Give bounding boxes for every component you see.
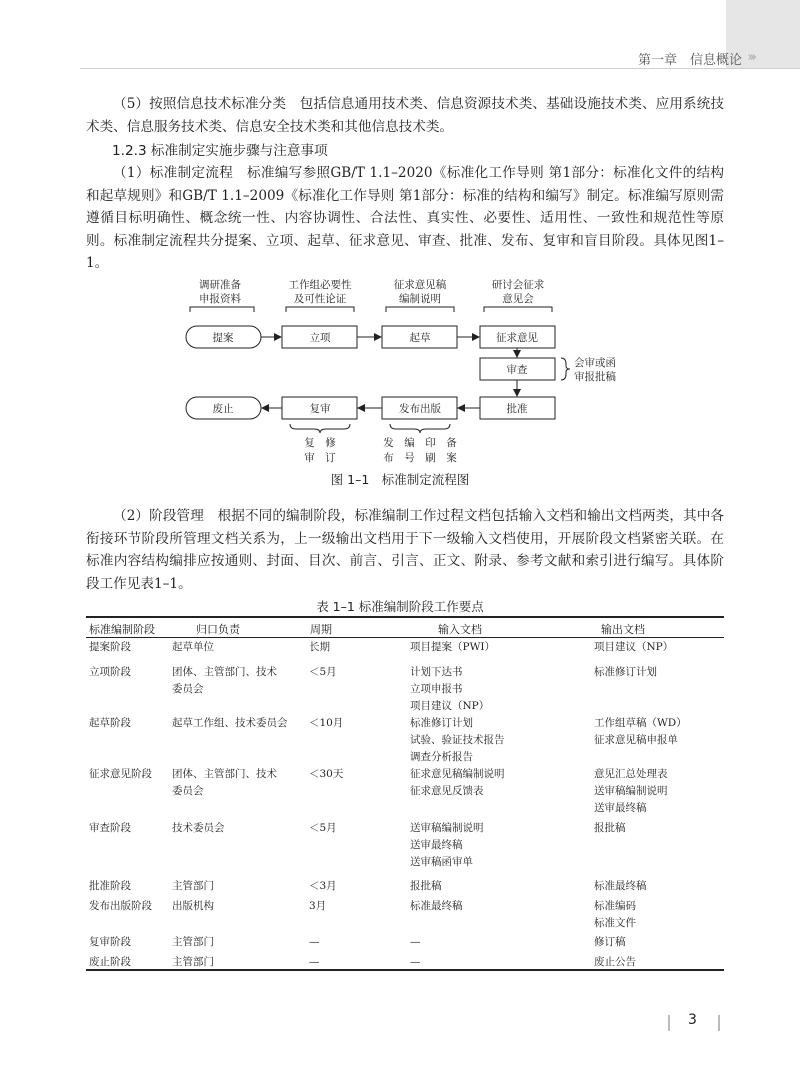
- cell-input: 立项申报书: [410, 683, 463, 695]
- cell-period: ＜5月: [309, 666, 337, 678]
- cell-period: ＜5月: [309, 822, 337, 834]
- label-draft: 起草: [409, 332, 431, 344]
- cell-owner: 技术委员会: [172, 822, 225, 834]
- label-proposal: 提案: [212, 332, 234, 344]
- cell-owner: 委员会: [172, 683, 204, 695]
- cell-owner: 出版机构: [172, 900, 214, 912]
- cell-input: —: [410, 936, 421, 948]
- cell-output: 标准编码: [594, 900, 636, 912]
- note-4: 研讨会征求: [491, 279, 545, 291]
- cell-output: 报批稿: [594, 822, 626, 834]
- cell-output: 征求意见稿申报单: [594, 734, 678, 746]
- table-top-rule: [86, 616, 724, 618]
- paragraph-5: （5）按照信息技术标准分类 包括信息通用技术类、信息资源技术类、基础设施技术类、应用系统技术类、信息服务技术类、信息安全技术类和其他信息技术类。: [86, 96, 724, 135]
- cell-input: —: [410, 956, 421, 968]
- cell-stage: 立项阶段: [89, 666, 131, 678]
- cell-period: ＜10月: [309, 717, 344, 729]
- cell-input: 报批稿: [410, 880, 442, 892]
- cell-stage: 征求意见阶段: [89, 768, 152, 780]
- cell-input: 标准最终稿: [410, 900, 463, 912]
- footer-bar-right: [718, 1015, 720, 1031]
- cell-period: —: [309, 936, 320, 948]
- cell-output: 标准修订计划: [594, 666, 657, 678]
- paragraph-1: （1）标准制定流程 标准编写参照GB/T 1.1–2020《标准化工作导则 第1部分：标准化文件的结构和起草规则》和GB/T 1.1–2009《标准化工作导则 第1部分：标准的结构和编写》制定。标准编写原则需遵循目标明确性、概念统一性、内容协调性、合法性、真实性、必要性、适用性、一致性和规范性等原则。标准制定流程共分提案、立项、起草、征求意见、审查、批准、发布、复审和盲目阶段。具体见图1–1。: [86, 165, 724, 271]
- cell-input: 送审稿编制说明: [410, 822, 484, 834]
- cell-output: 工作组草稿（WD）: [594, 717, 687, 729]
- note-bottom-right: 发 编 印 备: [383, 437, 457, 449]
- cell-stage: 起草阶段: [89, 717, 131, 729]
- cell-input: 征求意见反馈表: [410, 785, 484, 797]
- note-bottom-left-b: 审 订: [304, 452, 336, 464]
- cell-output: 送审稿编制说明: [594, 785, 668, 797]
- note-3: 征求意见稿: [393, 279, 447, 291]
- page-number: 3: [688, 1012, 697, 1028]
- flowchart: [170, 278, 640, 468]
- cell-output: 送审最终稿: [594, 802, 647, 814]
- cell-input: 送审最终稿: [410, 839, 463, 851]
- note-1: 调研准备: [199, 279, 241, 291]
- section-heading: 1.2.3 标准制定实施步骤与注意事项: [112, 143, 328, 159]
- cell-owner: 主管部门: [172, 936, 214, 948]
- cell-input: 送审稿函审单: [410, 856, 473, 868]
- cell-owner: 主管部门: [172, 880, 214, 892]
- chapter-title: 第一章 信息概论: [637, 53, 742, 68]
- chevron-right-icon: ›››: [747, 50, 754, 65]
- paragraph-2: （2）阶段管理 根据不同的编制阶段，标准编制工作过程文档包括输入文档和输出文档两类，其中各衔接环节阶段所管理文档关系为，上一级输出文档用于下一级输入文档使用，开展阶段文档紧密关联。在标准内容结构编排应按通则、封面、目次、前言、引言、正文、附录、参考文献和索引进行编写。具体阶段工作见表1–1。: [86, 508, 724, 592]
- table-title: 表 1–1 标准编制阶段工作要点: [316, 599, 484, 614]
- cell-input: 征求意见稿编制说明: [410, 768, 505, 780]
- table-header-rule: [86, 637, 724, 638]
- cell-stage: 批准阶段: [89, 880, 131, 892]
- cell-stage: 发布出版阶段: [89, 900, 152, 912]
- cell-output: 标准最终稿: [594, 880, 647, 892]
- cell-owner: 委员会: [172, 785, 204, 797]
- col-header-period: 周期: [310, 623, 332, 636]
- note-bottom-left: 复 修: [304, 437, 336, 449]
- side-note: 会审或函: [574, 357, 616, 369]
- col-header-owner: 归口负责: [196, 623, 240, 636]
- cell-period: 3月: [309, 900, 327, 912]
- cell-owner: 团体、主管部门、技术: [172, 666, 277, 678]
- cell-output: 废止公告: [594, 956, 636, 968]
- cell-input: 调查分析报告: [410, 751, 473, 763]
- note-2b: 及可性论证: [293, 293, 347, 305]
- side-note-b: 审报批稿: [574, 371, 616, 383]
- figure-caption: 图 1–1 标准制定流程图: [330, 472, 470, 487]
- cell-owner: 团体、主管部门、技术: [172, 768, 277, 780]
- cell-period: —: [309, 956, 320, 968]
- cell-output: 修订稿: [594, 936, 626, 948]
- label-review: 审查: [506, 364, 528, 376]
- cell-input: 项目提案（PWI）: [410, 641, 496, 653]
- cell-stage: 审查阶段: [89, 822, 131, 834]
- col-header-output: 输出文档: [601, 623, 645, 636]
- note-3b: 编制说明: [399, 293, 441, 305]
- cell-period: 长期: [309, 641, 330, 653]
- cell-stage: 提案阶段: [89, 641, 131, 653]
- label-comment: 征求意见: [496, 332, 538, 344]
- note-2: 工作组必要性: [288, 279, 352, 291]
- cell-output: 标准文件: [594, 917, 636, 929]
- cell-output: 项目建议（NP）: [594, 641, 674, 653]
- cell-input: 试验、验证技术报告: [410, 734, 505, 746]
- cell-input: 计划下达书: [410, 666, 463, 678]
- cell-output: 意见汇总处理表: [594, 768, 668, 780]
- cell-owner: 起草单位: [172, 641, 214, 653]
- label-publish: 发布出版: [399, 403, 441, 415]
- cell-input: 项目建议（NP）: [410, 700, 490, 712]
- label-approve: 批准: [506, 403, 528, 415]
- cell-stage: 复审阶段: [89, 936, 131, 948]
- footer-bar-left: [668, 1015, 670, 1031]
- note-4b: 意见会: [502, 293, 534, 305]
- cell-input: 标准修订计划: [410, 717, 473, 729]
- col-header-stage: 标准编制阶段: [89, 623, 155, 636]
- label-abolish: 废止: [212, 403, 234, 415]
- cell-owner: 起草工作组、技术委员会: [172, 717, 288, 729]
- cell-period: ＜3月: [309, 880, 337, 892]
- cell-owner: 主管部门: [172, 956, 214, 968]
- header-rule: [80, 68, 800, 69]
- label-project: 立项: [309, 332, 331, 344]
- cell-period: ＜30天: [309, 768, 344, 780]
- col-header-input: 输入文档: [438, 623, 482, 636]
- cell-stage: 废止阶段: [89, 956, 131, 968]
- label-reexam: 复审: [309, 403, 331, 415]
- note-bottom-right-b: 布 号 刷 案: [383, 452, 457, 464]
- note-1b: 申报资料: [199, 293, 241, 305]
